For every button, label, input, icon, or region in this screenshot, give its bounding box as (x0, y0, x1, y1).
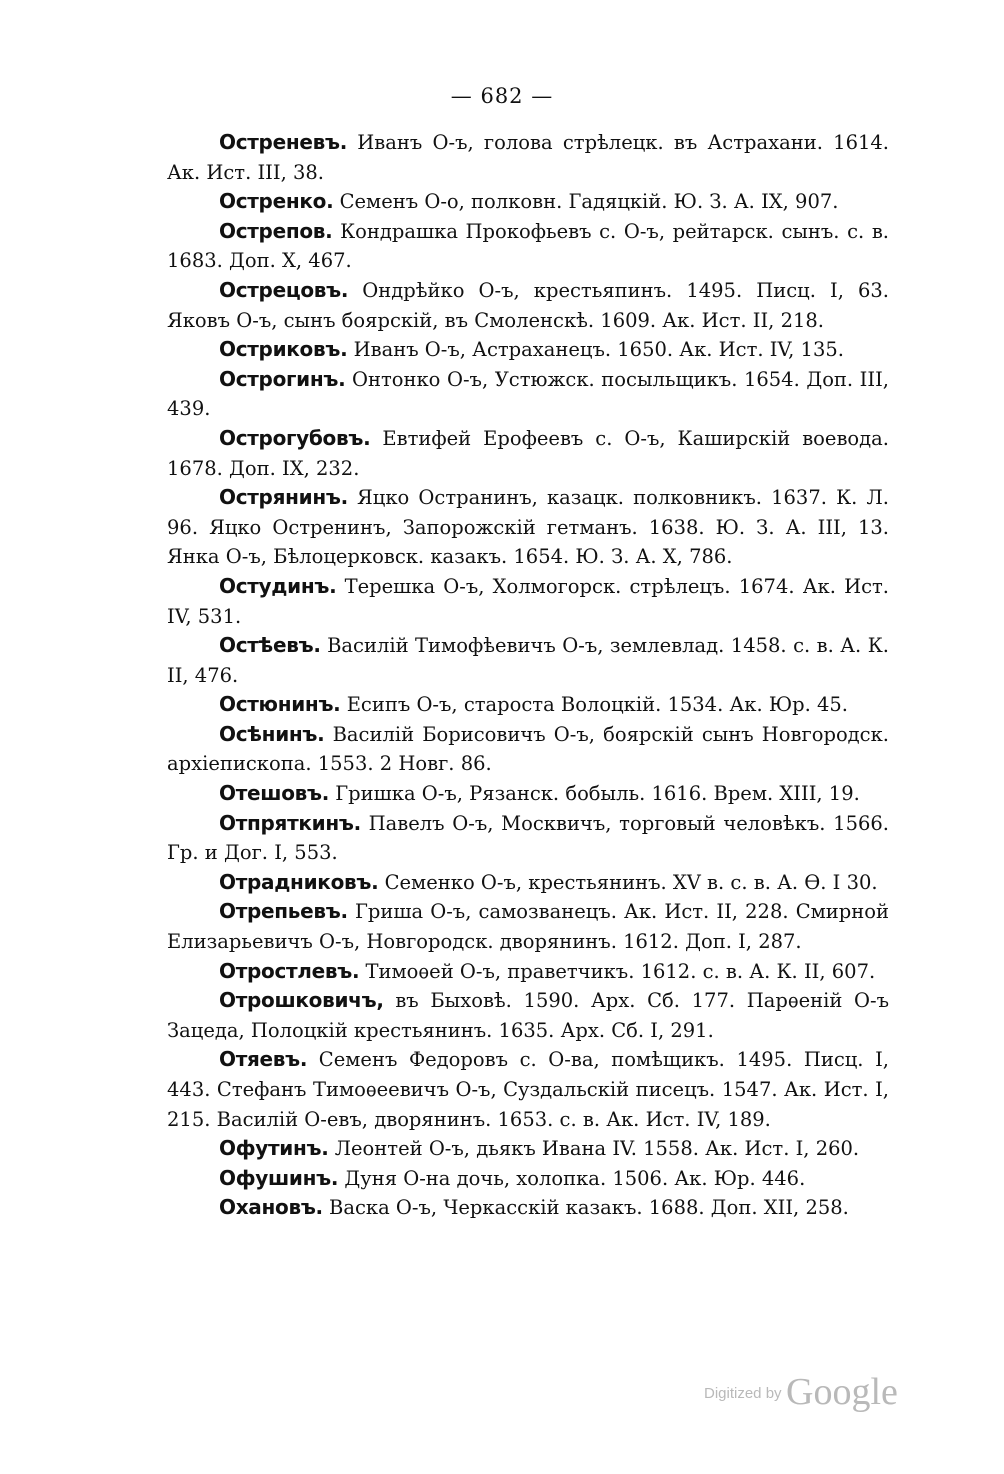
digitized-by-google-watermark (704, 1370, 898, 1414)
entry-text: Терешка О-ъ, Холмогорск. стрѣлецъ. 1674. Ак. Ист. IV, 531. (167, 574, 889, 628)
entry-headword: Офушинъ. (219, 1165, 339, 1190)
entry-headword: Остѣевъ. (219, 633, 321, 658)
entry (167, 897, 889, 956)
entry-headword: Отрадниковъ. (219, 869, 379, 894)
entry (167, 217, 889, 276)
entry (167, 335, 889, 365)
entry-text: Ондрѣйко О-ъ, крестьяпинъ. 1495. Писц. I, 63. Яковъ О-ъ, сынъ боярскій, въ Смоленскѣ. 1609. Ак. Ист. II, 218. (167, 278, 889, 332)
entry-text: Павелъ О-ъ, Москвичъ, торговый человѣкъ. 1566. Гр. и Дог. I, 553. (167, 811, 889, 865)
entry-text: Евтифей Ерофеевъ с. О-ъ, Каширскій воевода. 1678. Доп. IX, 232. (167, 426, 890, 480)
entry-headword: Охановъ. (219, 1195, 323, 1220)
entry-headword: Острогубовъ. (219, 425, 371, 450)
entry (167, 1134, 889, 1164)
entry-headword: Острянинъ. (219, 485, 348, 510)
entry-text: Онтонко О-ъ, Устюжск. посыльщикъ. 1654. Доп. III, 439. (167, 367, 889, 421)
entry-text: Есипъ О-ъ, староста Волоцкій. 1534. Ак. Юр. 45. (346, 693, 849, 717)
entry-headword: Острецовъ. (219, 277, 349, 302)
entry-text: Семенъ Федоровъ с. О-ва, помѣщикъ. 1495. Писц. I, 443. Стефанъ Тимоѳеевичъ О-ъ, Суздальскій писецъ. 1547. Ак. Ист. I, 215. Василій О-евъ, дворянинъ. 1653. с. в. Ак. Ист. IV, 189. (167, 1048, 889, 1131)
entry (167, 483, 889, 572)
entry-text: Иванъ О-ъ, Астраханецъ. 1650. Ак. Ист. IV, 135. (353, 338, 844, 362)
entry-text: въ Быховѣ. 1590. Арх. Сб. 177. Парѳеній О-ъ Зацеда, Полоцкій крестьянинъ. 1635. Арх. Сб. I, 291. (167, 989, 890, 1042)
entry (167, 1045, 889, 1134)
entry (167, 957, 889, 987)
entry-headword: Остренко. (219, 189, 334, 214)
entry (167, 779, 889, 809)
entry-headword: Офутинъ. (219, 1136, 329, 1161)
entry-headword: Отяевъ. (219, 1047, 308, 1072)
page-number: — 682 — (450, 84, 554, 108)
entry (167, 128, 889, 187)
entry-text: Гриша О-ъ, самозванецъ. Ак. Ист. II, 228. Смирной Елизарьевичъ О-ъ, Новгородск. дворянинъ. 1612. Доп. I, 287. (167, 900, 889, 954)
entry (167, 572, 889, 631)
entry-text: Леонтей О-ъ, дьякъ Ивана IV. 1558. Ак. Ист. I, 260. (334, 1137, 860, 1161)
entry-headword: Отпряткинъ. (219, 810, 361, 835)
entry (167, 276, 889, 335)
entry (167, 365, 889, 424)
entry-headword: Острепов. (219, 218, 333, 243)
entry-headword: Острогинъ. (219, 366, 346, 391)
watermark-prefix: Digitized by (704, 1385, 782, 1402)
entry-headword: Отрошковичъ, (219, 988, 384, 1013)
entry (167, 631, 889, 690)
entry (167, 690, 889, 720)
entry (167, 1193, 889, 1223)
entry-text: Василій Борисовичъ О-ъ, боярскій сынъ Новгородск. архіепископа. 1553. 2 Новг. 86. (167, 722, 889, 776)
entry-text: Семенко О-ъ, крестьянинъ. XV в. с. в. А. Ѳ. I 30. (384, 870, 878, 894)
entry-text: Семенъ О-о, полковн. Гадяцкій. Ю. З. А. IX, 907. (339, 190, 839, 214)
entry (167, 720, 889, 779)
entry-headword: Отростлевъ. (219, 958, 360, 983)
entry-headword: Остюнинъ. (219, 692, 341, 717)
entry-headword: Остриковъ. (219, 337, 348, 362)
entry (167, 868, 889, 898)
entry (167, 986, 889, 1045)
entry-text: Яцко Остранинъ, казацк. полковникъ. 1637. К. Л. 96. Яцко Остренинъ, Запорожскій гетманъ. 1638. Ю. З. А. III, 13. Янка О-ъ, Бѣлоцерковск. казакъ. 1654. Ю. З. А. X, 786. (167, 486, 889, 569)
entry-text: Дуня О-на дочь, холопка. 1506. Ак. Юр. 446. (344, 1166, 806, 1190)
entry (167, 424, 889, 483)
entry-text: Василій Тимофѣевичъ О-ъ, землевлад. 1458. с. в. А. К. II, 476. (167, 634, 890, 687)
entry (167, 809, 889, 868)
entry-headword: Остреневъ. (219, 130, 347, 154)
dictionary-entries (167, 128, 889, 1223)
entry (167, 187, 889, 217)
entry-text: Васка О-ъ, Черкасскій казакъ. 1688. Доп. XII, 258. (329, 1196, 849, 1220)
entry-text: Гришка О-ъ, Рязанск. бобыль. 1616. Врем. XIII, 19. (335, 782, 860, 806)
entry-text: Иванъ О-ъ, голова стрѣлецк. въ Астрахани. 1614. Ак. Ист. III, 38. (167, 131, 889, 184)
entry-headword: Отешовъ. (219, 781, 330, 806)
entry-headword: Остудинъ. (219, 573, 337, 598)
entry (167, 1164, 889, 1194)
google-logo: Google (786, 1371, 898, 1413)
entry-text: Тимоѳей О-ъ, праветчикъ. 1612. с. в. А. К. II, 607. (365, 959, 876, 983)
entry-headword: Осѣнинъ. (219, 721, 325, 746)
entry-headword: Отрепьевъ. (219, 899, 348, 924)
entry-text: Кондрашка Прокофьевъ с. О-ъ, рейтарск. сынъ. с. в. 1683. Доп. X, 467. (167, 219, 889, 273)
